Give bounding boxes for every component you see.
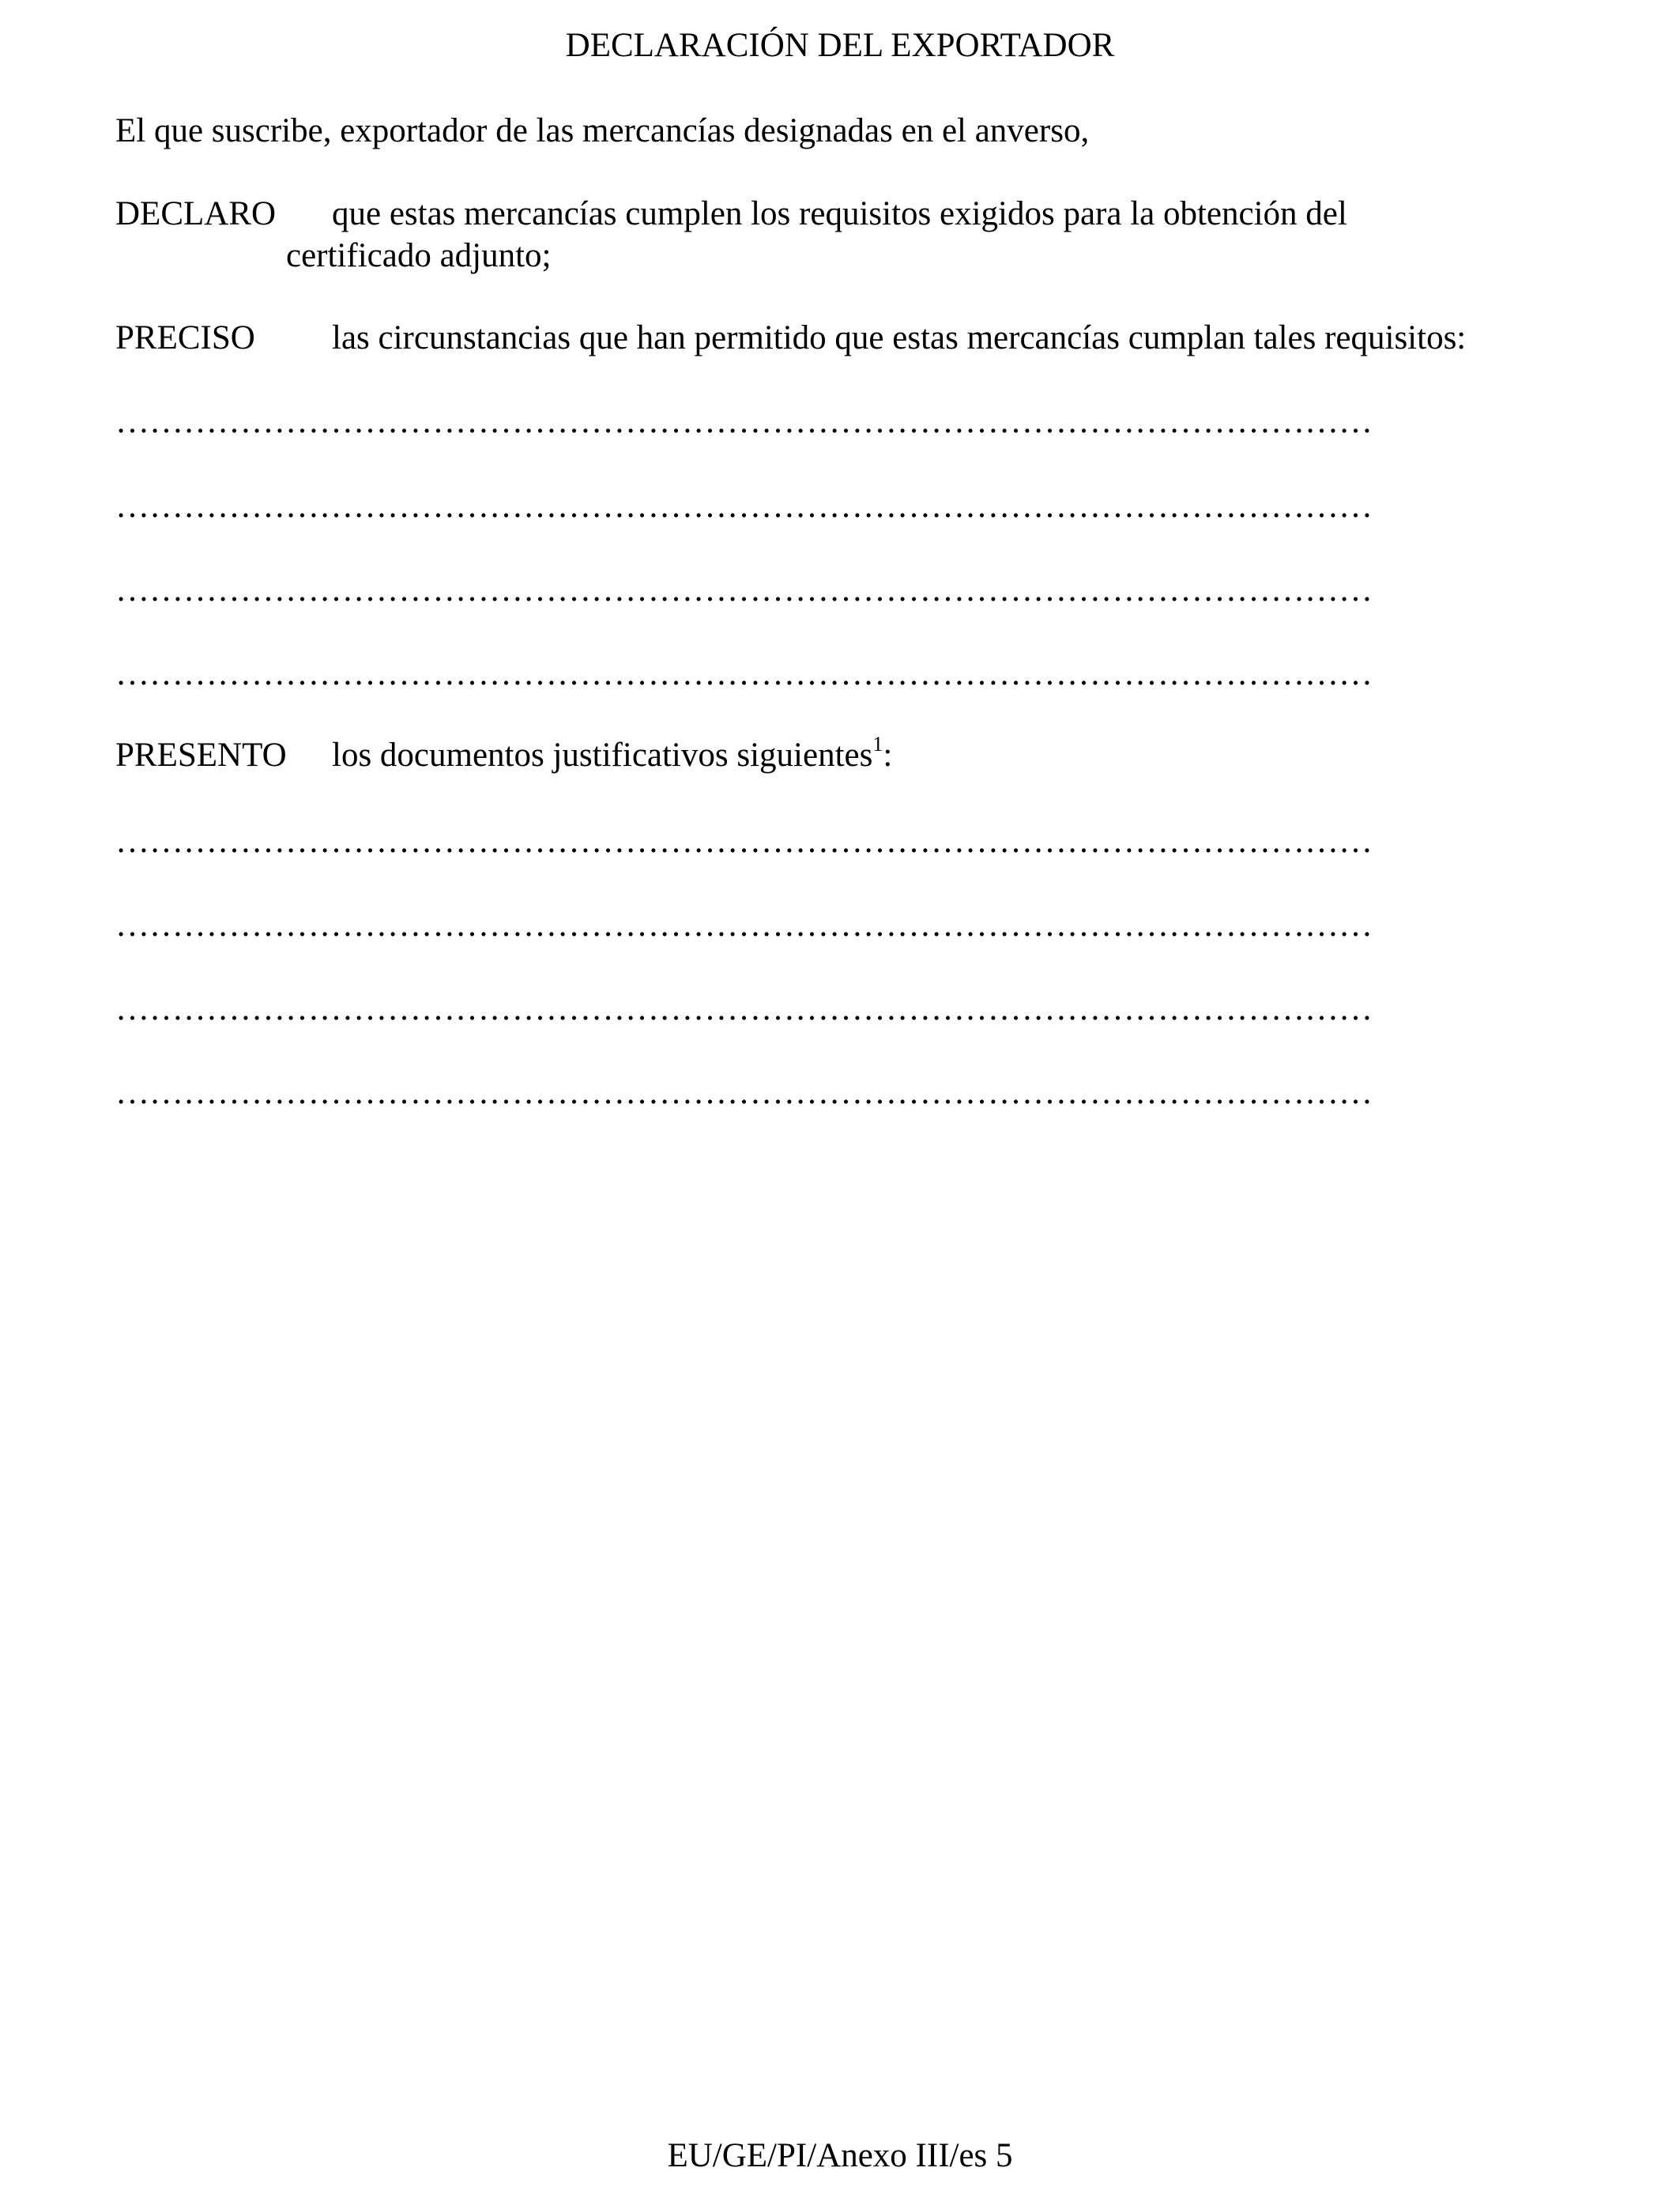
presento-colon: : <box>883 737 893 774</box>
presento-dotted-line-1: ………………………………………………………………………………………………… <box>115 823 1373 860</box>
presento-text-wrapper <box>332 733 892 778</box>
preciso-dotted-line-3: ………………………………………………………………………………………………… <box>115 571 1373 609</box>
declaro-term: DECLARO <box>115 195 277 232</box>
presento-dotted-line-4: ………………………………………………………………………………………………… <box>115 1074 1373 1111</box>
presento-dotted-line-3: ………………………………………………………………………………………………… <box>115 990 1373 1027</box>
presento-term: PRESENTO <box>115 737 287 774</box>
preciso-dotted-line-1: ………………………………………………………………………………………………… <box>115 403 1373 440</box>
preciso-term: PRECISO <box>115 319 255 356</box>
intro-paragraph: El que suscribe, exportador de las mercancías designadas en el anverso, <box>115 112 1090 149</box>
document-title: DECLARACIÓN DEL EXPORTADOR <box>565 27 1115 64</box>
presento-dotted-line-2: ………………………………………………………………………………………………… <box>115 907 1373 944</box>
preciso-dotted-line-2: ………………………………………………………………………………………………… <box>115 488 1373 525</box>
preciso-text: las circunstancias que han permitido que estas mercancías cumplan tales requisitos: <box>332 319 1467 356</box>
presento-text: los documentos justificativos siguientes <box>332 737 873 774</box>
declaro-text-line2: certificado adjunto; <box>286 237 552 274</box>
preciso-dotted-line-4: ………………………………………………………………………………………………… <box>115 655 1373 692</box>
declaro-text-line1: que estas mercancías cumplen los requisitos exigidos para la obtención del <box>332 195 1347 232</box>
page-footer: EU/GE/PI/Anexo III/es 5 <box>667 2137 1013 2174</box>
footnote-marker: 1 <box>872 732 883 756</box>
